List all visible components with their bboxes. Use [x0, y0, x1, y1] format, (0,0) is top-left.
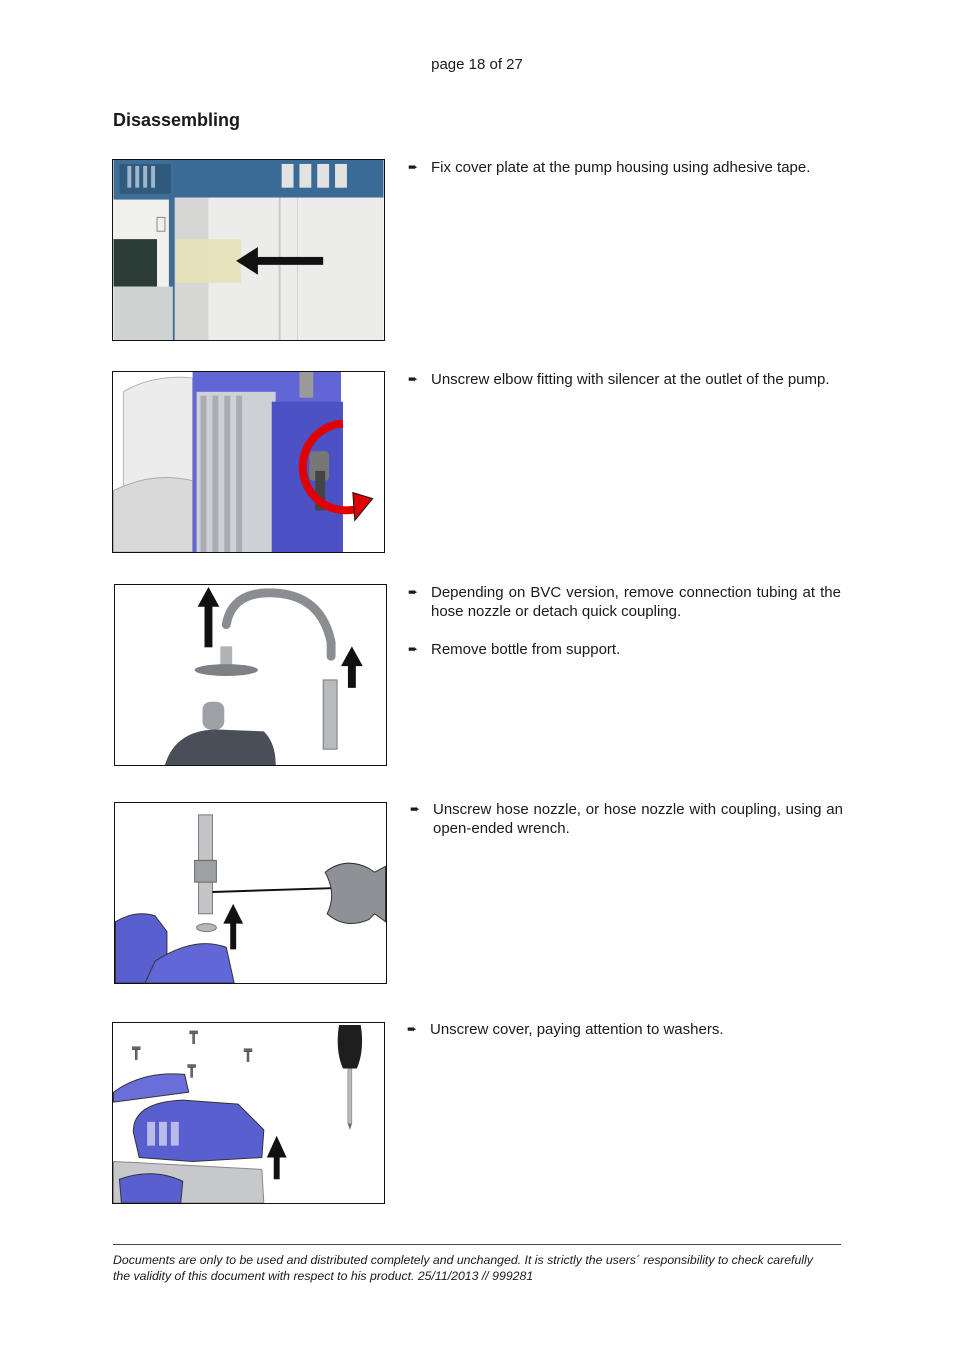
page-number: page 18 of 27 — [431, 56, 523, 73]
list-item: ➨ Fix cover plate at the pump housing using adhesive tape. — [408, 159, 811, 176]
arrow-right-icon: ➨ — [408, 160, 419, 174]
step-2 — [408, 370, 841, 389]
list-item: ➨ Remove bottle from support. — [408, 641, 621, 658]
figure-unscrew-nozzle — [114, 802, 387, 984]
arrow-right-icon: ➨ — [408, 585, 419, 599]
figure-tape-cover-plate — [112, 159, 385, 341]
arrow-right-icon: ➨ — [410, 802, 421, 816]
step-3 — [408, 583, 841, 659]
section-title: Disassembling — [113, 110, 241, 130]
step-5 — [407, 1020, 840, 1039]
arrow-right-icon: ➨ — [408, 642, 419, 656]
list-item: ➨ Unscrew elbow fitting with silencer at the outlet of the pump. — [408, 371, 830, 388]
figure-unscrew-cover — [112, 1022, 385, 1204]
arrow-right-icon: ➨ — [407, 1022, 418, 1036]
step-4 — [410, 800, 843, 838]
figure-remove-tubing — [114, 584, 387, 766]
list-item: ➨ Unscrew cover, paying attention to washers. — [407, 1021, 724, 1038]
footer-line: the validity of this document with respect to his product. 25/11/2013 // 999281 — [113, 1269, 534, 1283]
list-item: ➨ Unscrew hose nozzle, or hose nozzle with coupling, using an open-ended wrench. — [410, 801, 843, 837]
arrow-right-icon: ➨ — [408, 372, 419, 386]
footer-divider — [113, 1244, 841, 1245]
figure-unscrew-elbow — [112, 371, 385, 553]
step-1 — [408, 158, 841, 177]
footer-line: Documents are only to be used and distributed completely and unchanged. It is strictly the users´ responsibility to check carefully — [113, 1253, 813, 1267]
footer-disclaimer — [113, 1252, 853, 1284]
list-item: ➨ Depending on BVC version, remove connection tubing at the hose nozzle or detach quick coupling. — [408, 584, 841, 620]
